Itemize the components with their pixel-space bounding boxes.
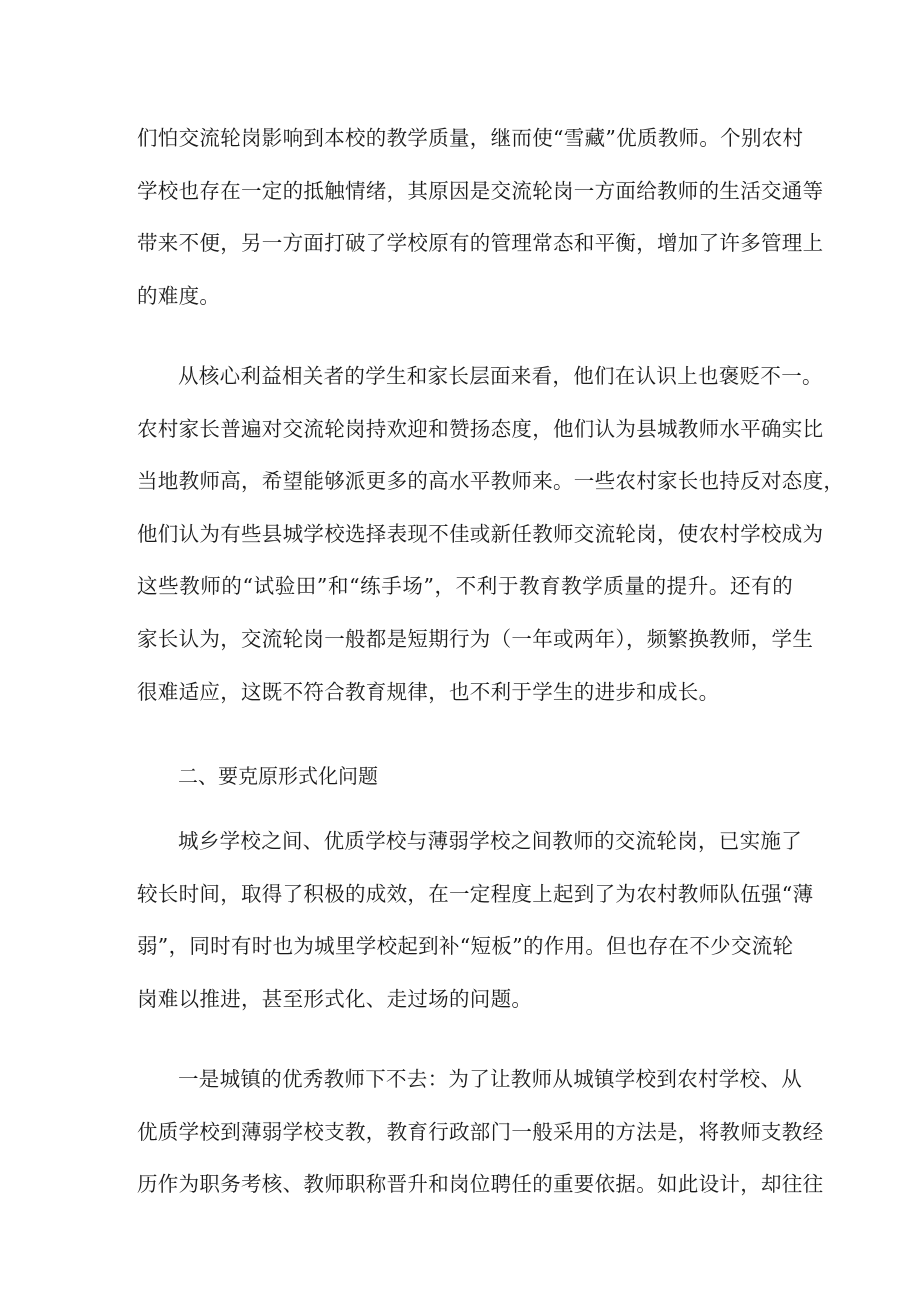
- text-line: 城乡学校之间、优质学校与薄弱学校之间教师的交流轮岗，已实施了: [178, 829, 802, 853]
- text-line: 带来不便，另一方面打破了学校原有的管理常态和平衡，增加了许多管理上: [137, 231, 824, 256]
- paragraph-2: [137, 350, 845, 718]
- text-line: 弱”，同时有时也为城里学校起到补“短板”的作用。但也存在不少交流轮: [137, 934, 794, 959]
- text-line: 历作为职务考核、教师职称晋升和岗位聘任的重要依据。如此设计，却往往: [137, 1172, 824, 1197]
- paragraph-4: [137, 1053, 824, 1211]
- text-line: 较长时间，取得了积极的成效，在一定程度上起到了为农村教师队伍强“薄: [137, 881, 814, 906]
- section-heading: 二、要克原形式化问题: [178, 764, 378, 788]
- paragraph-1: [137, 112, 824, 322]
- paragraph-3: [137, 815, 814, 1025]
- text-line: 这些教师的“试验田”和“练手场”，不利于教育教学质量的提升。还有的: [137, 574, 793, 599]
- text-line: 他们认为有些县城学校选择表现不佳或新任教师交流轮岗，使农村学校成为: [137, 521, 824, 546]
- text-line: 学校也存在一定的抵触情绪，其原因是交流轮岗一方面给教师的生活交通等: [137, 178, 824, 203]
- text-line: 从核心利益相关者的学生和家长层面来看，他们在认识上也褒贬不一。: [178, 364, 823, 388]
- text-line: 的难度。: [137, 283, 221, 308]
- text-line: 当地教师高，希望能够派更多的高水平教师来。一些农村家长也持反对态度，: [137, 469, 845, 494]
- text-line: 岗难以推进，甚至形式化、走过场的问题。: [137, 986, 533, 1011]
- text-line: 家长认为，交流轮岗一般都是短期行为（一年或两年），频繁换教师，学生: [137, 626, 814, 651]
- text-line: 农村家长普遍对交流轮岗持欢迎和赞扬态度，他们认为县城教师水平确实比: [137, 416, 824, 441]
- text-line: 们怕交流轮岗影响到本校的教学质量，继而使“雪藏”优质教师。个别农村: [137, 126, 804, 150]
- text-line: 很难适应，这既不符合教育规律，也不利于学生的进步和成长。: [137, 679, 720, 704]
- text-line: 优质学校到薄弱学校支教，教育行政部门一般采用的方法是，将教师支教经: [137, 1119, 824, 1144]
- text-line: 一是城镇的优秀教师下不去：为了让教师从城镇学校到农村学校、从: [178, 1067, 802, 1091]
